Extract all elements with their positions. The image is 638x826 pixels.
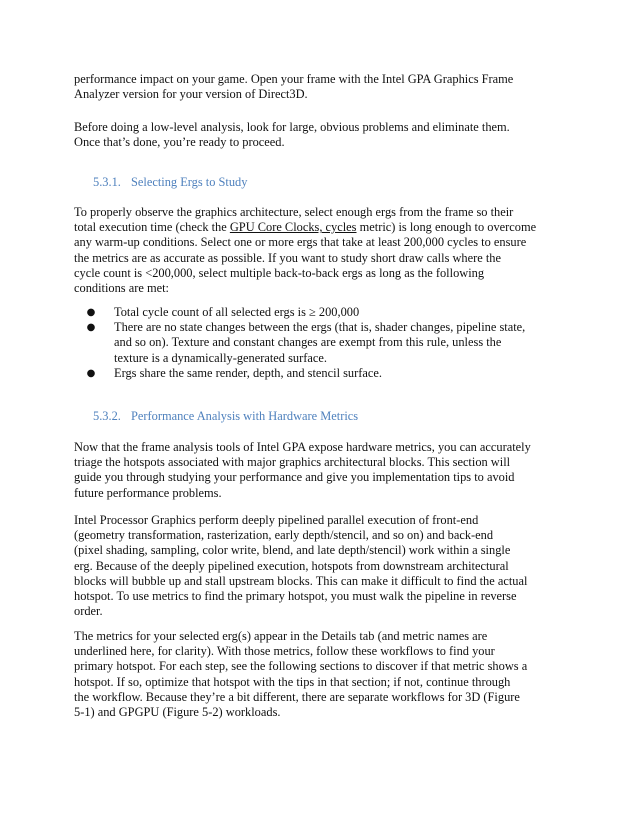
text-line: hotspot. To use metrics to find the primary hotspot, you must walk the pipeline in reverse	[74, 589, 517, 604]
text-line: Once that’s done, you’re ready to proceed.	[74, 135, 285, 150]
text-line: underlined here, for clarity). With those metrics, follow these workflows to find your	[74, 644, 495, 659]
bullet-icon: ●	[86, 307, 96, 318]
text-line: primary hotspot. For each step, see the following sections to discover if that metric shows a	[74, 659, 528, 674]
text-line: (pixel shading, sampling, color write, blend, and late depth/stencil) work within a single	[74, 543, 511, 558]
text-line: any warm-up conditions. Select one or more ergs that take at least 200,000 cycles to ensure	[74, 235, 527, 250]
text-line: conditions are met:	[74, 281, 169, 296]
text-line: (geometry transformation, rasterization, early depth/stencil, and so on) and back-end	[74, 528, 494, 543]
paragraph-select-ergs	[74, 205, 574, 296]
text-line: total execution time (check the GPU Core Clocks, cycles metric) is long enough to overcome	[74, 220, 537, 235]
text-line: guide you through studying your performance and give you implementation tips to avoid	[74, 470, 515, 485]
paragraph-low-level	[74, 120, 574, 150]
text-line: To properly observe the graphics architecture, select enough ergs from the frame so their	[74, 205, 514, 219]
text-line: the metrics are as accurate as possible. If you want to study short draw calls where the	[74, 250, 501, 265]
section-title: Selecting Ergs to Study	[131, 175, 248, 189]
text-line: Intel Processor Graphics perform deeply pipelined parallel execution of front-end	[74, 513, 479, 527]
text-line: performance impact on your game. Open your frame with the Intel GPA Graphics Frame	[74, 72, 514, 86]
text-line: Analyzer version for your version of Direct3D.	[74, 87, 308, 102]
section-title: Performance Analysis with Hardware Metrics	[131, 409, 359, 423]
paragraph-intro	[74, 72, 574, 102]
text-line: future performance problems.	[74, 485, 222, 500]
list-item: ● There are no state changes between the ergs (that is, shader changes, pipeline state, and so on). Texture and constant changes are exempt from this rule, unless the texture is a dynamically-generated surface.	[74, 320, 574, 366]
text-line: cycle count is <200,000, select multiple back-to-back ergs as long as the following	[74, 265, 485, 280]
bullet-icon: ●	[86, 367, 96, 379]
text-line: The metrics for your selected erg(s) appear in the Details tab (and metric names are	[74, 629, 488, 643]
section-number: 5.3.2.	[93, 409, 121, 423]
text-line: order.	[74, 604, 103, 619]
bullet-icon: ●	[86, 322, 96, 334]
list-item: ● Total cycle count of all selected ergs is ≥ 200,000	[74, 305, 574, 320]
section-heading-5-3-2	[93, 409, 358, 424]
text-line: 5-1) and GPGPU (Figure 5-2) workloads.	[74, 705, 281, 720]
text-line: Now that the frame analysis tools of Intel GPA expose hardware metrics, you can accurately	[74, 440, 531, 454]
text-line: hotspot. If so, optimize that hotspot with the tips in that section; if not, continue through	[74, 674, 511, 689]
list-item: ● Ergs share the same render, depth, and stencil surface.	[74, 366, 574, 381]
text-line: blocks will bubble up and stall upstream blocks. This can make it difficult to find the actual	[74, 573, 528, 588]
section-heading-5-3-1	[93, 175, 247, 190]
text-line: triage the hotspots associated with major graphics architectural blocks. This section will	[74, 455, 511, 470]
text-line: erg. Because of the deeply pipelined execution, hotspots from downstream architectural	[74, 558, 509, 573]
conditions-list	[74, 305, 574, 381]
text-line: Before doing a low-level analysis, look for large, obvious problems and eliminate them.	[74, 120, 510, 134]
section-number: 5.3.1.	[93, 175, 121, 189]
paragraph-workflows	[74, 629, 574, 720]
text-line: the workflow. Because they’re a bit different, there are separate workflows for 3D (Figure	[74, 689, 520, 704]
metric-link-gpu-core-clocks: GPU Core Clocks, cycles	[229, 220, 357, 235]
paragraph-hardware-metrics	[74, 440, 574, 501]
paragraph-pipelined-execution	[74, 513, 574, 619]
